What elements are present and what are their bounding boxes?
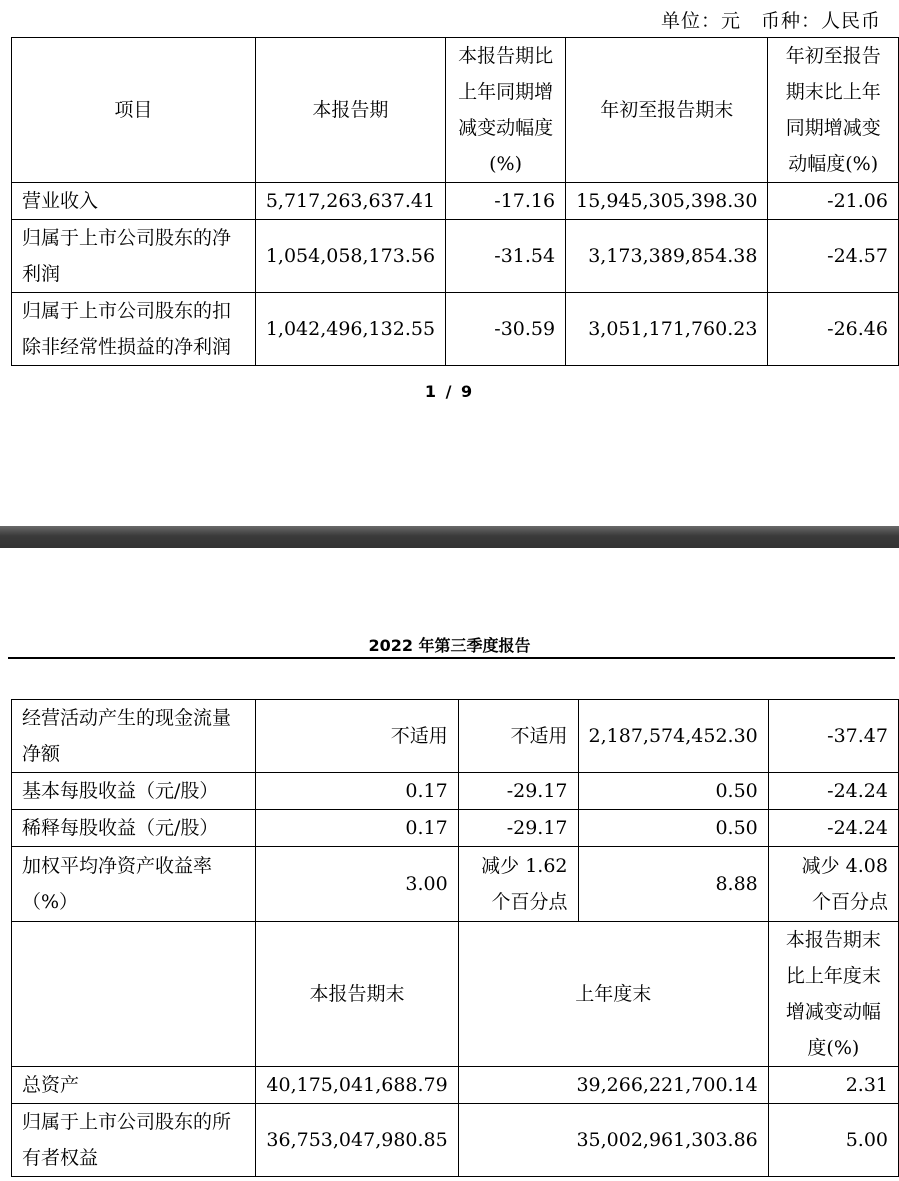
cell-value: 0.17	[256, 810, 458, 847]
cell-value: 1,054,058,173.56	[255, 220, 445, 293]
cell-value: -24.24	[768, 810, 898, 847]
table-row	[12, 773, 899, 810]
header-blank	[12, 922, 256, 1067]
cell-value: -37.47	[768, 700, 898, 773]
row-label: 基本每股收益（元/股）	[12, 773, 256, 810]
row-label: 归属于上市公司股东的净利润	[12, 220, 256, 293]
cell-value: 减少 4.08 个百分点	[768, 847, 898, 922]
cell-value: -21.06	[768, 183, 899, 220]
header-ytd: 年初至报告期末	[566, 38, 768, 183]
header-period-end: 本报告期末	[256, 922, 458, 1067]
cell-value: 2.31	[768, 1067, 898, 1104]
row-label: 归属于上市公司股东的扣除非经常性损益的净利润	[12, 293, 256, 366]
cell-value: 15,945,305,398.30	[566, 183, 768, 220]
cell-value: 不适用	[458, 700, 578, 773]
table-row	[12, 1067, 899, 1104]
cell-value: -24.24	[768, 773, 898, 810]
header-item: 项目	[12, 38, 256, 183]
cell-value: 35,002,961,303.86	[458, 1104, 768, 1177]
cell-value: 8.88	[578, 847, 768, 922]
report-title: 2022 年第三季度报告	[368, 636, 531, 655]
table-header-row	[12, 38, 899, 183]
title-rule	[8, 657, 895, 659]
cell-value: 0.17	[256, 773, 458, 810]
cell-value: -17.16	[446, 183, 566, 220]
cell-value: 1,042,496,132.55	[255, 293, 445, 366]
cell-value: -29.17	[458, 810, 578, 847]
table-row	[12, 847, 899, 922]
table-row	[12, 700, 899, 773]
row-label: 归属于上市公司股东的所有者权益	[12, 1104, 256, 1177]
page-separator	[0, 526, 899, 548]
balance-header-row	[12, 922, 899, 1067]
header-balance-change: 本报告期末比上年度末增减变动幅度(%)	[768, 922, 898, 1067]
cell-value: 减少 1.62 个百分点	[458, 847, 578, 922]
row-label: 加权平均净资产收益率（%）	[12, 847, 256, 922]
financial-data-table	[11, 37, 899, 366]
table-row	[12, 183, 899, 220]
cell-value: 5,717,263,637.41	[255, 183, 445, 220]
cell-value: 3,173,389,854.38	[566, 220, 768, 293]
financial-data-table-continued	[11, 699, 899, 1177]
cell-value: 3.00	[256, 847, 458, 922]
table-row	[12, 220, 899, 293]
cell-value: 不适用	[256, 700, 458, 773]
cell-value: -30.59	[446, 293, 566, 366]
cell-value: 3,051,171,760.23	[566, 293, 768, 366]
header-prior-year-end: 上年度末	[458, 922, 768, 1067]
cell-value: 5.00	[768, 1104, 898, 1177]
row-label: 稀释每股收益（元/股）	[12, 810, 256, 847]
page-number: 1 / 9	[424, 382, 475, 401]
cell-value: -29.17	[458, 773, 578, 810]
cell-value: -26.46	[768, 293, 899, 366]
table-row	[12, 293, 899, 366]
cell-value: 0.50	[578, 810, 768, 847]
row-label: 营业收入	[12, 183, 256, 220]
cell-value: -31.54	[446, 220, 566, 293]
header-ytd-change: 年初至报告期末比上年同期增减变动幅度(%)	[768, 38, 899, 183]
cell-value: 39,266,221,700.14	[458, 1067, 768, 1104]
header-current-period: 本报告期	[255, 38, 445, 183]
row-label: 总资产	[12, 1067, 256, 1104]
table-row	[12, 1104, 899, 1177]
unit-currency-note: 单位：元 币种：人民币	[660, 10, 881, 32]
cell-value: -24.57	[768, 220, 899, 293]
cell-value: 0.50	[578, 773, 768, 810]
row-label: 经营活动产生的现金流量净额	[12, 700, 256, 773]
header-current-period-change: 本报告期比上年同期增减变动幅度(%)	[446, 38, 566, 183]
cell-value: 2,187,574,452.30	[578, 700, 768, 773]
table-row	[12, 810, 899, 847]
cell-value: 36,753,047,980.85	[256, 1104, 458, 1177]
cell-value: 40,175,041,688.79	[256, 1067, 458, 1104]
